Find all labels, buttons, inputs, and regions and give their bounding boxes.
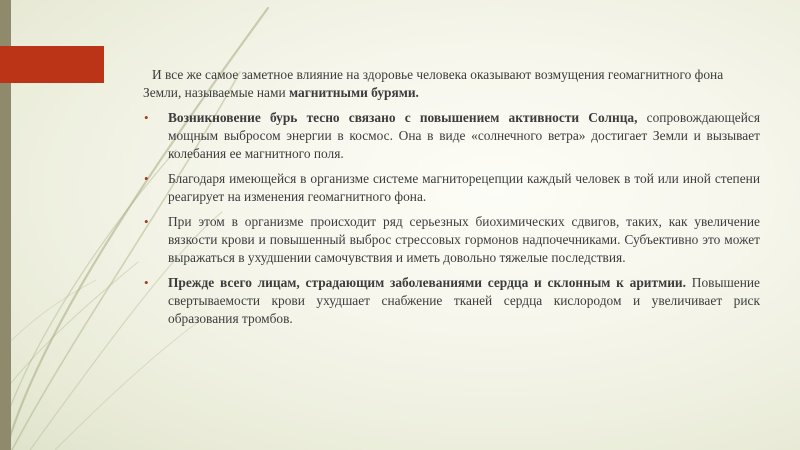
bullet-icon: • (144, 214, 149, 229)
intro-paragraph (143, 66, 760, 102)
list-item (143, 109, 760, 163)
intro-bold: магнитными бурями. (288, 85, 419, 100)
item-text: Благодаря имеющейся в организме системе магниторецепции каждый человек в той или иной степени реагирует на изменения геомагнитного фона. (168, 171, 760, 204)
item-text: При этом в организме происходит ряд серьезных биохимических сдвигов, таких, как увеличение вязкости крови и повышенный выброс стрессовых гормонов надпочечниками. Субъективно это может выражаться в ухудшении самочувствия и иметь довольно тяжелые последствия. (168, 214, 760, 265)
title-accent-banner (0, 46, 104, 83)
deco-line (0, 280, 96, 352)
intro-text: И все же самое заметное влияние на здоровье человека оказывают возмущения геомагнитного фона Земли, называемые нами (143, 67, 724, 100)
item-bold: Возникновение бурь тесно связано с повышением активности Солнца, (168, 110, 638, 125)
bullet-icon: • (144, 110, 149, 125)
deco-line (55, 322, 198, 450)
item-text: сопровождающейся мощным выбросом энергии в космос. Она в виде «солнечного ветра» достигает Земли и вызывает колебания ее магнитного поля. (168, 110, 760, 161)
bullet-icon: • (144, 171, 149, 186)
list-item (143, 170, 760, 206)
bullet-list (143, 109, 760, 328)
list-item (143, 213, 760, 267)
bullet-icon: • (144, 275, 149, 290)
list-item (143, 274, 760, 328)
deco-line (4, 262, 138, 392)
item-text: Повышение свертываемости крови ухудшает снабжение тканей сердца кислородом и увеличивает риск образования тромбов. (168, 275, 760, 326)
item-bold: Прежде всего лицам, страдающим заболеваниями сердца и склонным к аритмии. (168, 275, 686, 290)
slide-body (143, 66, 760, 335)
